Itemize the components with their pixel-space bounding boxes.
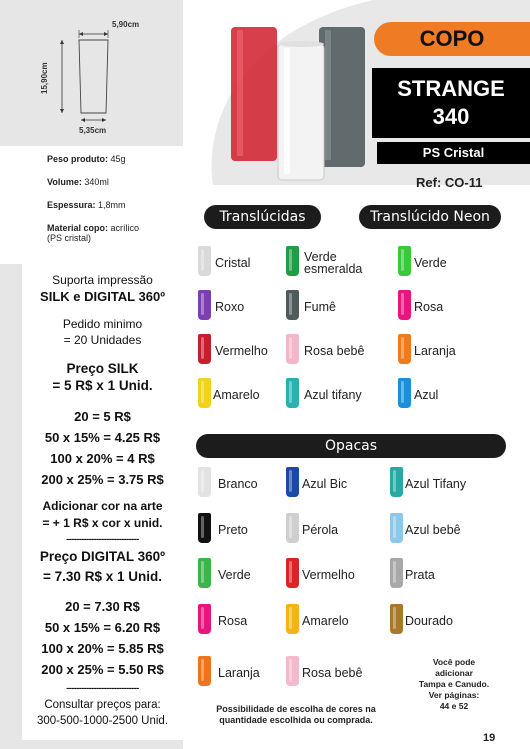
- pricing-line: Adicionar cor na arte: [42, 499, 163, 513]
- color-label: Verde: [304, 250, 337, 264]
- pricing-line: Preço DIGITAL 360º: [39, 549, 166, 564]
- color-label: Rosa bebê: [304, 344, 365, 358]
- color-label: Azul Bic: [302, 477, 348, 491]
- pricing-line: 50 x 15% = 6.20 R$: [44, 620, 161, 635]
- color-swatch: [198, 558, 211, 588]
- color-swatch: [198, 467, 211, 497]
- height-label: 15,90cm: [40, 62, 49, 94]
- pricing-line: Suporta impressão: [52, 273, 153, 287]
- color-label: Amarelo: [302, 614, 349, 628]
- color-label: Laranja: [218, 666, 260, 680]
- page-number: 19: [483, 732, 496, 744]
- pricing-line: = + 1 R$ x cor x unid.: [42, 516, 163, 530]
- pricing-divider: -----------------------------: [66, 534, 139, 544]
- color-label: Cristal: [215, 256, 251, 270]
- product-ref: Ref: CO-11: [416, 175, 483, 190]
- note-line: quantidade escolhida ou comprada.: [219, 715, 373, 725]
- pricing-line: 50 x 15% = 4.25 R$: [44, 430, 161, 445]
- note-line: Possibilidade de escolha de cores na: [216, 704, 376, 714]
- section-opaque: Opacas: [196, 434, 506, 458]
- color-swatch: [390, 467, 403, 497]
- color-label: Rosa: [414, 300, 444, 314]
- note-line: Você pode: [432, 657, 476, 667]
- color-swatch: [286, 334, 299, 364]
- color-swatch: [286, 467, 299, 497]
- color-label: Azul bebê: [405, 523, 461, 537]
- pricing-line: 200 x 25% = 3.75 R$: [41, 472, 164, 487]
- spec-thickness: Espessura: 1,8mm: [47, 200, 126, 210]
- pricing-line: 20 = 5 R$: [74, 409, 131, 424]
- color-swatch: [390, 604, 403, 634]
- note-line: Tampa e Canudo.: [418, 679, 490, 689]
- section-neon: Translúcido Neon: [359, 205, 501, 229]
- pricing-line: Pedido minimo: [62, 317, 143, 331]
- pricing-line: Consultar preços para:: [44, 699, 161, 711]
- material-badge: PS Cristal: [377, 142, 530, 164]
- color-choice-note: [196, 704, 396, 726]
- pricing-line: Preço SILK: [66, 361, 139, 376]
- pricing-line: 300-500-1000-2500 Unid.: [36, 715, 169, 727]
- color-swatch: [198, 378, 211, 408]
- pricing-line: = 20 Unidades: [63, 333, 142, 347]
- product-name-box: [372, 68, 530, 138]
- accessories-note: [404, 657, 504, 712]
- spec-material: Material copo: acrílico (PS cristal): [47, 223, 140, 243]
- color-label: Branco: [218, 477, 258, 491]
- color-label: Fumê: [304, 300, 336, 314]
- spec-volume: Volume: 340ml: [47, 177, 109, 187]
- color-label: Rosa bebê: [302, 666, 363, 680]
- color-label: Vermelho: [215, 344, 268, 358]
- color-swatch: [198, 290, 211, 320]
- color-label: Prata: [405, 568, 435, 582]
- color-label: Verde: [218, 568, 251, 582]
- color-swatch: [286, 290, 299, 320]
- note-line: adicionar: [435, 668, 473, 678]
- color-swatch: [286, 378, 299, 408]
- color-swatch: [198, 334, 211, 364]
- category-tag: COPO: [374, 22, 530, 56]
- color-swatch: [398, 290, 411, 320]
- color-swatch: [390, 513, 403, 543]
- color-swatch: [286, 513, 299, 543]
- color-swatch: [286, 604, 299, 634]
- color-label: Azul: [414, 388, 439, 402]
- color-swatch: [398, 334, 411, 364]
- color-label: Pérola: [302, 523, 339, 537]
- color-swatch: [198, 604, 211, 634]
- product-capacity: 340: [432, 104, 470, 129]
- color-swatch: [390, 558, 403, 588]
- pricing-line: 100 x 20% = 4 R$: [50, 451, 155, 466]
- pricing-line: = 7.30 R$ x 1 Unid.: [43, 569, 162, 584]
- pricing-divider: -----------------------------: [66, 683, 139, 693]
- color-label: Preto: [218, 523, 248, 537]
- color-label: Dourado: [405, 614, 453, 628]
- color-label: Rosa: [218, 614, 248, 628]
- bottom-width-label: 5,35cm: [79, 126, 107, 135]
- color-label: Vermelho: [302, 568, 355, 582]
- color-swatch: [198, 513, 211, 543]
- product-specs: [0, 146, 183, 264]
- note-line: Ver páginas:: [428, 690, 480, 700]
- color-label: Verde: [414, 256, 447, 270]
- dimension-panel: [0, 0, 183, 146]
- color-swatch: [198, 246, 211, 276]
- pricing-line: SILK e DIGITAL 360º: [40, 289, 165, 304]
- spec-weight: Peso produto: 45g: [47, 154, 126, 164]
- color-swatch: [286, 246, 299, 276]
- color-label: Laranja: [414, 344, 456, 358]
- top-width-label: 5,90cm: [112, 20, 140, 29]
- color-swatch: [398, 378, 411, 408]
- color-swatch: [198, 656, 211, 686]
- pricing-line: 20 = 7.30 R$: [65, 599, 140, 614]
- color-label: Roxo: [215, 300, 245, 314]
- color-label-2: esmeralda: [304, 262, 363, 276]
- product-name: STRANGE: [397, 76, 505, 101]
- color-label: Azul tifany: [304, 388, 362, 402]
- color-swatch: [286, 656, 299, 686]
- color-swatch: [398, 246, 411, 276]
- section-translucent: Translúcidas: [204, 205, 321, 229]
- color-label: Azul Tifany: [405, 477, 467, 491]
- note-line: 44 e 52: [439, 701, 469, 711]
- pricing-box: [22, 264, 183, 740]
- pricing-line: 200 x 25% = 5.50 R$: [41, 662, 164, 677]
- color-label: Amarelo: [213, 388, 260, 402]
- color-swatch: [286, 558, 299, 588]
- pricing-line: = 5 R$ x 1 Unid.: [52, 378, 153, 393]
- cup-dimension-drawing: [0, 0, 183, 146]
- pricing-line: 100 x 20% = 5.85 R$: [41, 641, 164, 656]
